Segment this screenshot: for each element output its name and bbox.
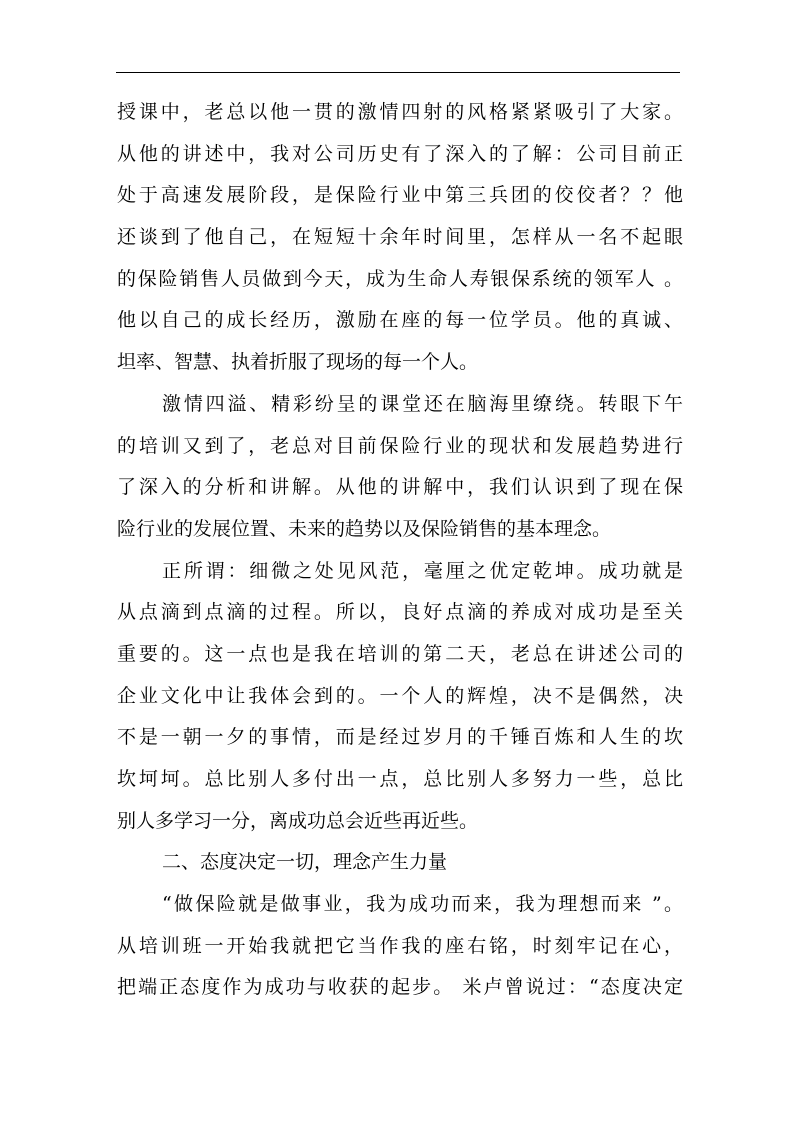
paragraph (117, 551, 683, 843)
text-line: 从点滴到点滴的过程。所以，良好点滴的养成对成功是至关 (117, 601, 683, 624)
paragraph (117, 884, 683, 1009)
text-line: 从培训班一开始我就把它当作我的座右铭，时刻牢记在心， (117, 934, 683, 957)
text-line: 坦率、智慧、执着折服了现场的每一个人。 (117, 351, 479, 374)
text-line: 重要的。这一点也是我在培训的第二天，老总在讲述公司的 (117, 642, 683, 665)
text-line: 的保险销售人员做到今天，成为生命人寿银保系统的领军人 。 (117, 267, 683, 290)
text-line: 还谈到了他自己，在短短十余年时间里，怎样从一名不起眼 (117, 226, 683, 249)
text-line: 不是一朝一夕的事情，而是经过岁月的千锤百炼和人生的坎 (117, 726, 683, 749)
text-line: 二、态度决定一切，理念产生力量 (162, 851, 448, 874)
text-line: 了深入的分析和讲解。从他的讲解中，我们认识到了现在保 (117, 476, 683, 499)
body-text (117, 92, 683, 1009)
text-line: 处于高速发展阶段，是保险行业中第三兵团的佼佼者？？他 (117, 184, 683, 207)
text-line: 激情四溢、精彩纷呈的课堂还在脑海里缭绕。转眼下午 (162, 392, 683, 415)
text-line: 的培训又到了，老总对目前保险行业的现状和发展趋势进行 (117, 434, 683, 457)
text-line: 正所谓：细微之处见风范，毫厘之优定乾坤。成功就是 (162, 559, 683, 582)
text-line: 别人多学习一分，离成功总会近些再近些。 (117, 809, 479, 832)
text-line: 他以自己的成长经历，激励在座的每一位学员。他的真诚、 (117, 309, 683, 332)
text-line: “做保险就是做事业，我为成功而来，我为理想而来 ”。 (162, 893, 683, 916)
text-line: 授课中，老总以他一贯的激情四射的风格紧紧吸引了大家。 (117, 101, 683, 123)
text-line: 把端正态度作为成功与收获的起步。 米卢曾说过：“态度决定 (117, 976, 683, 999)
paragraph (117, 384, 683, 551)
text-line: 坎坷坷。总比别人多付出一点，总比别人多努力一些，总比 (117, 768, 683, 790)
header-rule (116, 72, 680, 73)
text-line: 企业文化中让我体会到的。一个人的辉煌，决不是偶然，决 (117, 684, 683, 707)
paragraph (117, 92, 683, 384)
paragraph (117, 842, 683, 884)
text-line: 险行业的发展位置、未来的趋势以及保险销售的基本理念。 (117, 517, 612, 540)
text-line: 从他的讲述中，我对公司历史有了深入的了解：公司目前正 (117, 142, 683, 165)
